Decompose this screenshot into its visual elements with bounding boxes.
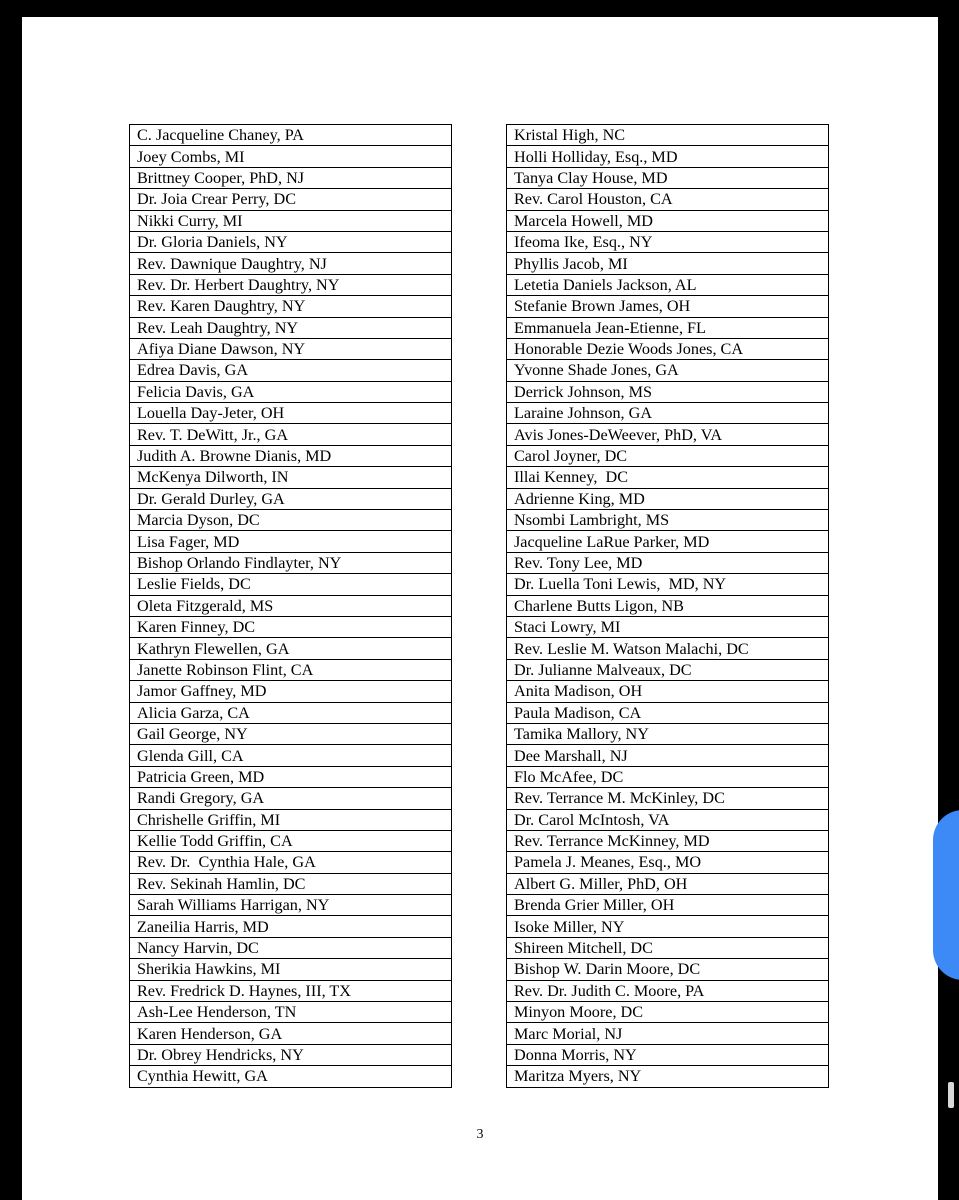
table-row <box>130 445 452 466</box>
table-row <box>130 980 452 1001</box>
name-cell: Karen Finney, DC <box>130 616 452 637</box>
name-cell: Zaneilia Harris, MD <box>130 916 452 937</box>
name-cell: Joey Combs, MI <box>130 146 452 167</box>
name-cell: Anita Madison, OH <box>507 681 829 702</box>
name-cell: Avis Jones-DeWeever, PhD, VA <box>507 424 829 445</box>
table-row <box>507 467 829 488</box>
table-row <box>507 253 829 274</box>
table-row <box>507 189 829 210</box>
name-cell: Afiya Diane Dawson, NY <box>130 338 452 359</box>
table-row <box>507 574 829 595</box>
table-row <box>130 552 452 573</box>
table-row <box>130 253 452 274</box>
name-cell: Flo McAfee, DC <box>507 766 829 787</box>
name-cell: Bishop W. Darin Moore, DC <box>507 959 829 980</box>
name-cell: Sherikia Hawkins, MI <box>130 959 452 980</box>
table-row <box>507 360 829 381</box>
name-cell: Letetia Daniels Jackson, AL <box>507 274 829 295</box>
name-cell: Nancy Harvin, DC <box>130 937 452 958</box>
table-row <box>507 830 829 851</box>
table-row <box>507 1023 829 1044</box>
table-row <box>130 830 452 851</box>
names-table-right-body <box>507 125 829 1088</box>
name-cell: Laraine Johnson, GA <box>507 403 829 424</box>
name-cell: Emmanuela Jean-Etienne, FL <box>507 317 829 338</box>
table-row <box>130 167 452 188</box>
name-cell: Maritza Myers, NY <box>507 1066 829 1087</box>
table-row <box>507 895 829 916</box>
name-cell: Isoke Miller, NY <box>507 916 829 937</box>
name-cell: Marcela Howell, MD <box>507 210 829 231</box>
table-row <box>130 125 452 146</box>
name-cell: Ash-Lee Henderson, TN <box>130 1002 452 1023</box>
name-cell: Dr. Gloria Daniels, NY <box>130 231 452 252</box>
name-cell: Rev. Terrance M. McKinley, DC <box>507 788 829 809</box>
name-cell: Dr. Carol McIntosh, VA <box>507 809 829 830</box>
table-row <box>507 381 829 402</box>
table-row <box>130 702 452 723</box>
name-cell: Rev. Karen Daughtry, NY <box>130 296 452 317</box>
table-row <box>507 723 829 744</box>
table-row <box>507 167 829 188</box>
table-row <box>507 488 829 509</box>
table-row <box>130 895 452 916</box>
name-cell: Adrienne King, MD <box>507 488 829 509</box>
name-cell: Minyon Moore, DC <box>507 1002 829 1023</box>
table-row <box>507 403 829 424</box>
name-cell: Dee Marshall, NJ <box>507 745 829 766</box>
name-cell: Ifeoma Ike, Esq., NY <box>507 231 829 252</box>
name-cell: Dr. Luella Toni Lewis, MD, NY <box>507 574 829 595</box>
table-row <box>507 788 829 809</box>
scrollbar-thumb[interactable] <box>948 1082 954 1108</box>
table-row <box>507 1044 829 1065</box>
table-row <box>507 445 829 466</box>
table-row <box>130 595 452 616</box>
table-row <box>507 852 829 873</box>
table-row <box>130 788 452 809</box>
name-cell: Honorable Dezie Woods Jones, CA <box>507 338 829 359</box>
name-cell: Rev. Fredrick D. Haynes, III, TX <box>130 980 452 1001</box>
name-cell: Rev. Dr. Herbert Daughtry, NY <box>130 274 452 295</box>
table-row <box>507 681 829 702</box>
name-cell: Charlene Butts Ligon, NB <box>507 595 829 616</box>
name-cell: Rev. Carol Houston, CA <box>507 189 829 210</box>
table-row <box>507 552 829 573</box>
table-row <box>130 916 452 937</box>
name-cell: Brittney Cooper, PhD, NJ <box>130 167 452 188</box>
table-row <box>507 616 829 637</box>
name-cell: McKenya Dilworth, IN <box>130 467 452 488</box>
table-row <box>130 338 452 359</box>
table-row <box>130 274 452 295</box>
name-cell: Jamor Gaffney, MD <box>130 681 452 702</box>
name-cell: Judith A. Browne Dianis, MD <box>130 445 452 466</box>
name-cell: Chrishelle Griffin, MI <box>130 809 452 830</box>
table-row <box>507 766 829 787</box>
name-cell: Pamela J. Meanes, Esq., MO <box>507 852 829 873</box>
table-row <box>130 531 452 552</box>
table-row <box>130 189 452 210</box>
name-cell: Edrea Davis, GA <box>130 360 452 381</box>
name-cell: Dr. Gerald Durley, GA <box>130 488 452 509</box>
table-row <box>130 1002 452 1023</box>
name-cell: Glenda Gill, CA <box>130 745 452 766</box>
name-cell: Louella Day-Jeter, OH <box>130 403 452 424</box>
table-row <box>507 745 829 766</box>
table-row <box>507 125 829 146</box>
name-cell: Randi Gregory, GA <box>130 788 452 809</box>
table-row <box>507 296 829 317</box>
table-row <box>507 274 829 295</box>
table-row <box>507 146 829 167</box>
table-row <box>130 638 452 659</box>
name-cell: Yvonne Shade Jones, GA <box>507 360 829 381</box>
table-row <box>507 1002 829 1023</box>
name-cell: Phyllis Jacob, MI <box>507 253 829 274</box>
table-row <box>130 745 452 766</box>
name-cell: Marcia Dyson, DC <box>130 510 452 531</box>
table-row <box>130 723 452 744</box>
name-cell: Lisa Fager, MD <box>130 531 452 552</box>
names-table-right <box>506 124 829 1088</box>
name-cell: Kellie Todd Griffin, CA <box>130 830 452 851</box>
table-row <box>130 659 452 680</box>
table-row <box>507 595 829 616</box>
table-row <box>130 1066 452 1087</box>
name-cell: Derrick Johnson, MS <box>507 381 829 402</box>
table-row <box>130 467 452 488</box>
table-row <box>130 852 452 873</box>
table-row <box>130 210 452 231</box>
table-row <box>507 210 829 231</box>
table-row <box>507 531 829 552</box>
name-cell: Kathryn Flewellen, GA <box>130 638 452 659</box>
name-cell: Paula Madison, CA <box>507 702 829 723</box>
name-cell: Holli Holliday, Esq., MD <box>507 146 829 167</box>
table-row <box>130 381 452 402</box>
name-cell: Nsombi Lambright, MS <box>507 510 829 531</box>
name-cell: Rev. Leslie M. Watson Malachi, DC <box>507 638 829 659</box>
name-cell: Janette Robinson Flint, CA <box>130 659 452 680</box>
name-cell: Karen Henderson, GA <box>130 1023 452 1044</box>
name-cell: Dr. Joia Crear Perry, DC <box>130 189 452 210</box>
table-row <box>130 937 452 958</box>
table-row <box>130 296 452 317</box>
table-row <box>507 1066 829 1087</box>
name-cell: Donna Morris, NY <box>507 1044 829 1065</box>
name-cell: Patricia Green, MD <box>130 766 452 787</box>
name-cell: Tanya Clay House, MD <box>507 167 829 188</box>
name-cell: Jacqueline LaRue Parker, MD <box>507 531 829 552</box>
name-cell: Rev. Tony Lee, MD <box>507 552 829 573</box>
name-cell: Cynthia Hewitt, GA <box>130 1066 452 1087</box>
table-row <box>130 616 452 637</box>
name-cell: Rev. Dr. Judith C. Moore, PA <box>507 980 829 1001</box>
table-row <box>130 488 452 509</box>
name-cell: Rev. Dr. Cynthia Hale, GA <box>130 852 452 873</box>
table-row <box>507 702 829 723</box>
table-row <box>130 873 452 894</box>
table-row <box>507 937 829 958</box>
name-cell: Rev. Terrance McKinney, MD <box>507 830 829 851</box>
table-row <box>130 1023 452 1044</box>
names-table-left-body <box>130 125 452 1088</box>
name-cell: Stefanie Brown James, OH <box>507 296 829 317</box>
name-cell: Tamika Mallory, NY <box>507 723 829 744</box>
name-cell: Alicia Garza, CA <box>130 702 452 723</box>
table-row <box>507 980 829 1001</box>
name-cell: Dr. Obrey Hendricks, NY <box>130 1044 452 1065</box>
document-page <box>22 17 938 1200</box>
name-cell: Rev. T. DeWitt, Jr., GA <box>130 424 452 445</box>
table-row <box>130 360 452 381</box>
name-cell: Dr. Julianne Malveaux, DC <box>507 659 829 680</box>
table-row <box>507 809 829 830</box>
name-cell: Sarah Williams Harrigan, NY <box>130 895 452 916</box>
table-row <box>507 659 829 680</box>
page-number: 3 <box>476 1127 484 1142</box>
table-row <box>130 510 452 531</box>
table-row <box>130 809 452 830</box>
name-cell: Albert G. Miller, PhD, OH <box>507 873 829 894</box>
table-row <box>130 424 452 445</box>
table-row <box>130 959 452 980</box>
name-cell: Brenda Grier Miller, OH <box>507 895 829 916</box>
table-row <box>507 231 829 252</box>
name-cell: Bishop Orlando Findlayter, NY <box>130 552 452 573</box>
table-row <box>130 317 452 338</box>
name-cell: Shireen Mitchell, DC <box>507 937 829 958</box>
table-row <box>507 873 829 894</box>
name-cell: Rev. Dawnique Daughtry, NJ <box>130 253 452 274</box>
table-row <box>507 959 829 980</box>
name-cell: Carol Joyner, DC <box>507 445 829 466</box>
name-cell: Staci Lowry, MI <box>507 616 829 637</box>
table-row <box>130 146 452 167</box>
table-row <box>130 766 452 787</box>
name-cell: Rev. Sekinah Hamlin, DC <box>130 873 452 894</box>
table-row <box>130 681 452 702</box>
scroll-handle[interactable] <box>933 810 959 980</box>
table-row <box>130 1044 452 1065</box>
name-cell: Oleta Fitzgerald, MS <box>130 595 452 616</box>
name-cell: Nikki Curry, MI <box>130 210 452 231</box>
table-row <box>507 916 829 937</box>
table-row <box>130 403 452 424</box>
name-cell: C. Jacqueline Chaney, PA <box>130 125 452 146</box>
table-row <box>507 638 829 659</box>
name-cell: Felicia Davis, GA <box>130 381 452 402</box>
table-row <box>130 231 452 252</box>
name-cell: Kristal High, NC <box>507 125 829 146</box>
name-cell: Marc Morial, NJ <box>507 1023 829 1044</box>
name-cell: Rev. Leah Daughtry, NY <box>130 317 452 338</box>
name-cell: Leslie Fields, DC <box>130 574 452 595</box>
names-table-left <box>129 124 452 1088</box>
table-row <box>507 338 829 359</box>
name-cell: Illai Kenney, DC <box>507 467 829 488</box>
table-row <box>507 424 829 445</box>
table-row <box>130 574 452 595</box>
name-cell: Gail George, NY <box>130 723 452 744</box>
table-row <box>507 317 829 338</box>
table-row <box>507 510 829 531</box>
